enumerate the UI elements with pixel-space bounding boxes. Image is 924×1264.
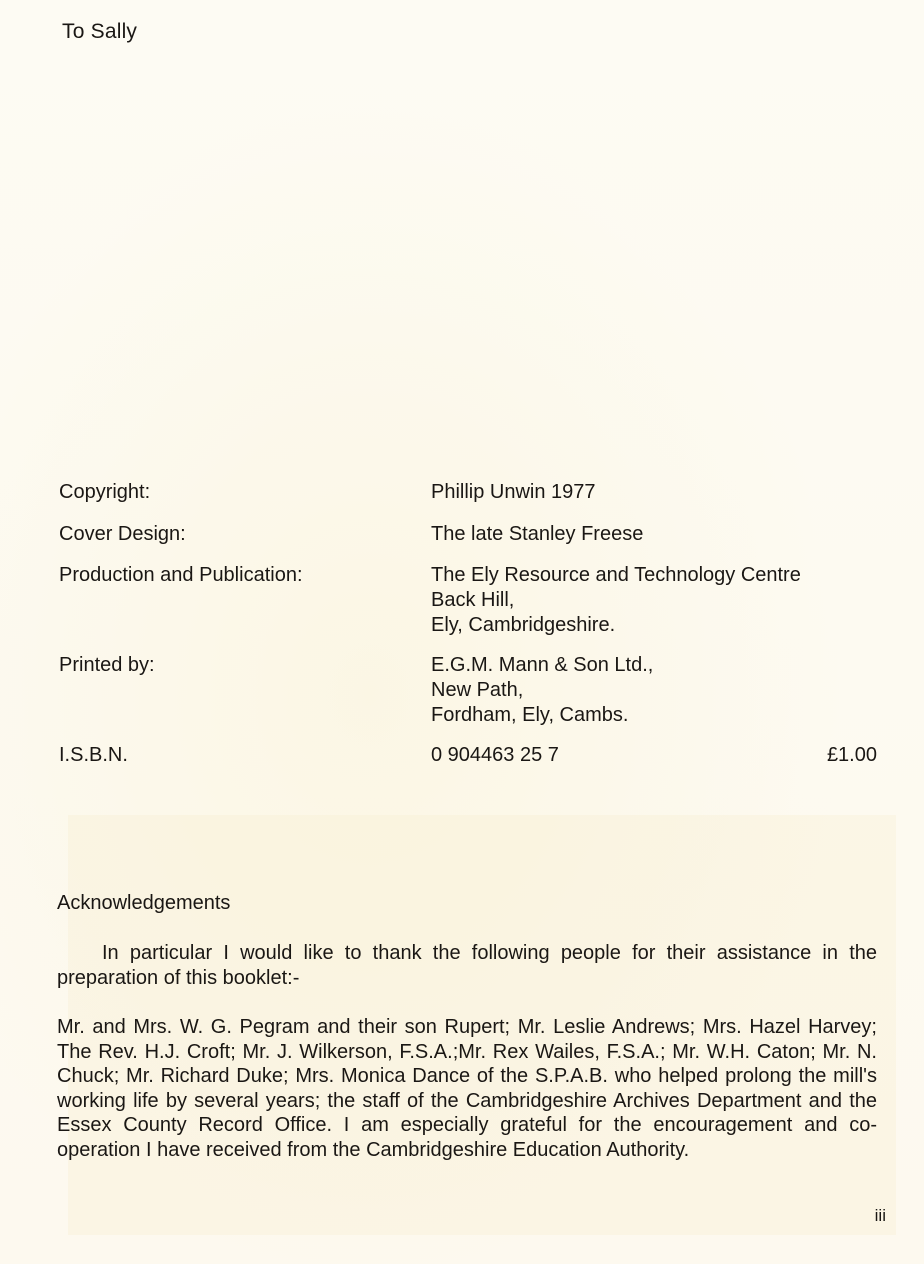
credit-label: Production and Publication: [59,564,303,586]
credit-value-line: The Ely Resource and Technology Centre [431,564,801,586]
credit-value [431,563,879,638]
price: £1.00 [826,744,877,766]
credit-label: Cover Design: [59,523,186,545]
acknowledgements-heading: Acknowledgements [57,892,231,914]
credit-value-line: New Path, [431,679,524,701]
credit-value-line: Phillip Unwin 1977 [431,481,596,503]
credit-value [431,522,879,547]
credit-label: Copyright: [59,481,151,503]
credit-value-line: E.G.M. Mann & Son Ltd., [431,654,654,676]
dedication: To Sally [62,20,138,43]
credit-row-production [59,563,879,638]
credit-row-isbn [59,743,879,768]
credit-value [431,480,879,505]
credit-value-line: The late Stanley Freese [431,523,644,545]
credit-value-line: Ely, Cambridgeshire. [431,614,616,636]
credit-row-cover-design [59,522,879,547]
credit-value [431,653,879,728]
credit-label: I.S.B.N. [59,744,128,766]
acknowledgements-body: Mr. and Mrs. W. G. Pegram and their son Rupert; Mr. Leslie Andrews; Mrs. Hazel Harvey; The Rev. H.J. Croft; Mr. J. Wilkerson, F.S.A.;Mr. Rex Wailes, F.S.A.; Mr. W.H. Caton; Mr. N. Chuck; Mr. Richard Duke; Mrs. Monica Dance of the S.P.A.B. who helped prolong the mill's working life by several years; the staff of the Cambridgeshire Archives Department and the Essex County Record Office. I am especially grateful for the encouragement and co-operation I have received from the Cambridgeshire Education Authority. [57,1016,877,1161]
acknowledgements-intro: In particular I would like to thank the following people for their assistance in the preparation of this booklet:- [57,942,877,989]
credit-label: Printed by: [59,654,155,676]
credit-value [431,743,879,768]
credit-value-line: Back Hill, [431,589,515,611]
isbn-value: 0 904463 25 7 [431,744,559,766]
credits-block [59,480,879,768]
credit-row-copyright [59,480,879,505]
page-number: iii [874,1206,886,1225]
credit-value-line: Fordham, Ely, Cambs. [431,704,629,726]
credit-row-printed-by [59,653,879,728]
